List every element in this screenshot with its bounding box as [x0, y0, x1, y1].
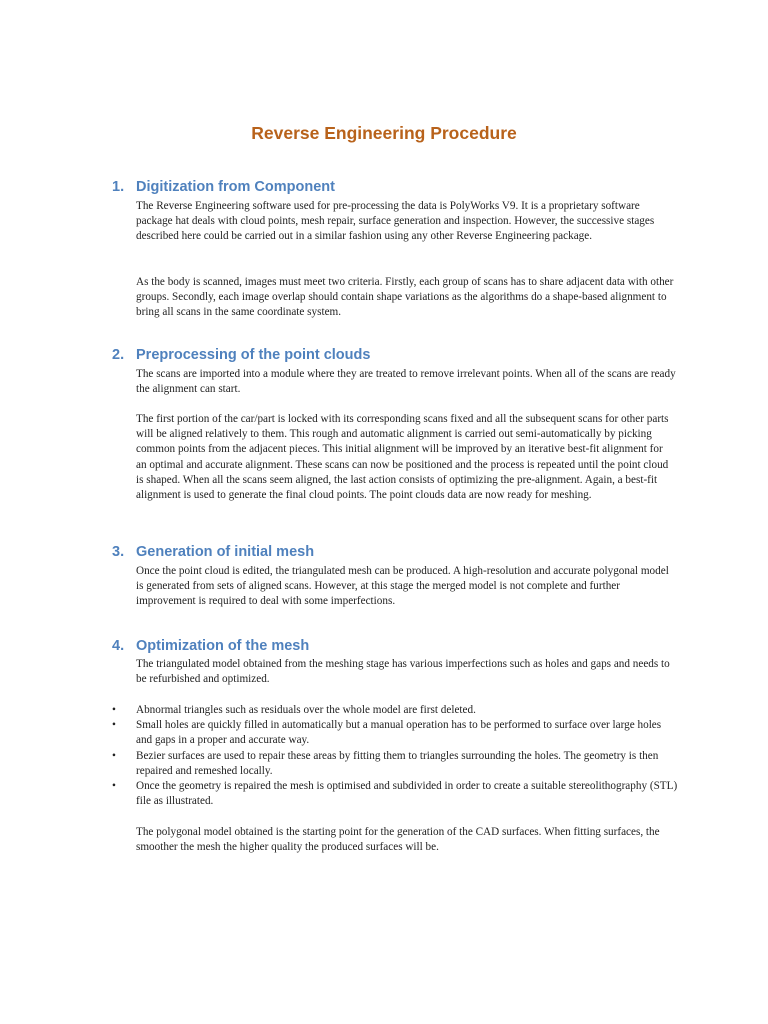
section-heading-optimization	[112, 638, 309, 654]
list-item	[112, 749, 678, 779]
list-item-text: Small holes are quickly filled in automatically but a manual operation has to be performed to surface over large holes and gaps in a proper and accurate way.	[136, 719, 662, 747]
paragraph: The first portion of the car/part is locked with its corresponding scans fixed and all the subsequent scans for other parts will be aligned relatively to them. This rough and automatic alignment is carried out semi-automatically by picking common points from the adjacent pieces. This initial alignment will be improved by an iterative best-fit alignment for an optimal and accurate alignment. These scans can now be positioned and the process is repeated until the point cloud is shaped. When all the scans seem aligned, the last action consists of optimizing the pre-alignment. Again, a best-fit alignment is used to generate the final cloud points. The point clouds data are now ready for meshing.	[136, 413, 669, 502]
list-item	[112, 779, 678, 809]
paragraph: Once the point cloud is edited, the triangulated mesh can be produced. A high-resolution and accurate polygonal model is generated from sets of aligned scans. However, at this stage the merged model is not complete and further improvement is required to deal with some imperfections.	[136, 565, 669, 608]
paragraph: The scans are imported into a module where they are treated to remove irrelevant points. When all of the scans are ready the alignment can start.	[136, 368, 676, 396]
section-title: Preprocessing of the point clouds	[136, 347, 371, 363]
list-item-text: Abnormal triangles such as residuals over the whole model are first deleted.	[136, 704, 476, 716]
list-item	[112, 718, 678, 748]
section-title: Generation of initial mesh	[136, 544, 315, 560]
bullet-icon: •	[112, 749, 116, 762]
bullet-icon: •	[112, 780, 116, 793]
section-heading-digitization	[112, 179, 335, 195]
section-number: 4.	[112, 638, 125, 654]
section-title: Digitization from Component	[136, 179, 335, 195]
bullet-icon: •	[112, 704, 116, 716]
list-item-text: Bezier surfaces are used to repair these areas by fitting them to triangles surrounding the holes. The geometry is then repaired and remeshed locally.	[136, 749, 659, 777]
paragraph: The polygonal model obtained is the starting point for the generation of the CAD surfaces. When fitting surfaces, the smoother the mesh the higher quality the produced surfaces will be.	[136, 826, 660, 854]
paragraph: As the body is scanned, images must meet two criteria. Firstly, each group of scans has to share adjacent data with other groups. Secondly, each image overlap should contain shape variations as the algorithms do a shape-based alignment to bring all scans in the same coordinate system.	[136, 276, 674, 319]
bullet-icon: •	[112, 719, 116, 732]
bullet-list	[112, 703, 678, 809]
section-number: 2.	[112, 347, 125, 363]
section-heading-preprocessing	[112, 347, 370, 363]
list-item	[112, 703, 678, 718]
document-title: Reverse Engineering Procedure	[251, 123, 517, 143]
list-item-text: Once the geometry is repaired the mesh is optimised and subdivided in order to create a suitable stereolithography (STL) file as illustrated.	[136, 780, 678, 808]
section-title: Optimization of the mesh	[136, 638, 310, 654]
section-number: 3.	[112, 544, 125, 560]
paragraph: The Reverse Engineering software used for pre-processing the data is PolyWorks V9. It is a proprietary software package hat deals with cloud points, mesh repair, surface generation and inspection. However, the successive stages described here could be carried out in a similar fashion using any other Reverse Engineering package.	[136, 200, 655, 243]
section-heading-initial-mesh	[112, 544, 314, 560]
paragraph: The triangulated model obtained from the meshing stage has various imperfections such as holes and gaps and needs to be refurbished and optimized.	[136, 658, 670, 686]
section-number: 1.	[112, 179, 125, 195]
